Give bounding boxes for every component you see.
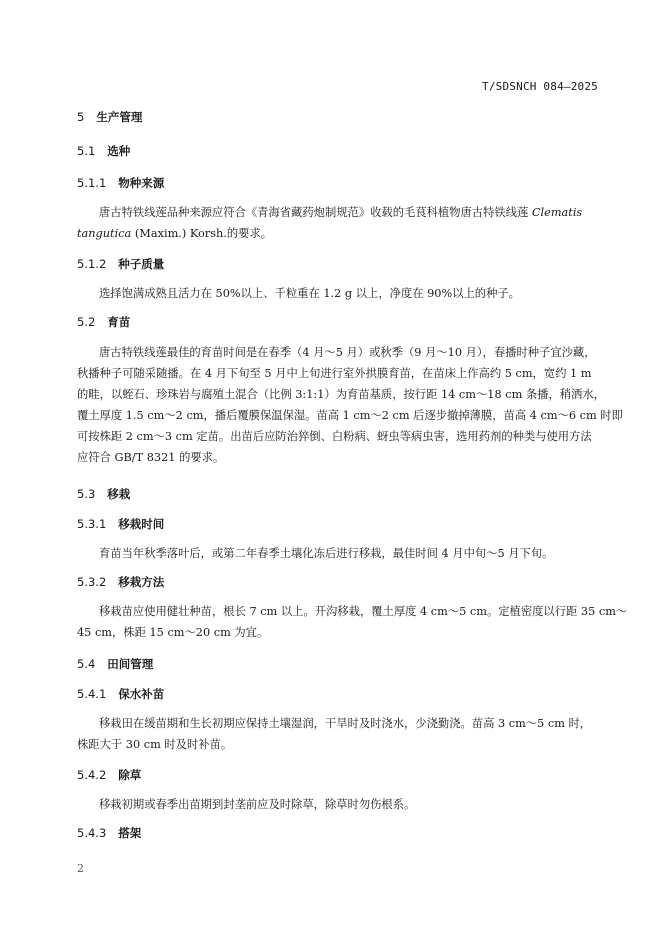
paragraph-line: 唐古特铁线莲最佳的育苗时间是在春季（4 月～5 月）或秋季（9 月～10 月），春播时种子宜沙藏， bbox=[99, 346, 596, 359]
heading-title: 生产管理 bbox=[96, 110, 143, 124]
heading-5-4-2 bbox=[77, 767, 141, 783]
heading-title: 移栽方法 bbox=[118, 575, 165, 589]
heading-5 bbox=[77, 109, 142, 125]
heading-5-4-1 bbox=[77, 686, 164, 702]
paragraph-seedling bbox=[77, 342, 623, 468]
paragraph-transplant-method bbox=[77, 601, 628, 643]
heading-title: 育苗 bbox=[107, 315, 131, 329]
paragraph-line: 的畦，以蛭石、珍珠岩与腐殖土混合（比例 3:1:1）为育苗基质，按行距 14 cm～18 cm 条播，稍洒水， bbox=[77, 388, 605, 401]
paragraph-line: tangutica (Maxim.) Korsh.的要求。 bbox=[77, 227, 273, 240]
paragraph-line: 应符合 GB/T 8321 的要求。 bbox=[77, 451, 225, 464]
paragraph-weeding bbox=[77, 794, 601, 815]
heading-number: 5.1.2 bbox=[77, 257, 107, 271]
heading-number: 5.2 bbox=[77, 315, 96, 329]
heading-5-3 bbox=[77, 486, 130, 502]
document-code: T/SDSNCH 084—2025 bbox=[482, 80, 598, 93]
paragraph-line: 移栽苗应使用健壮种苗，根长 7 cm 以上。开沟移栽，覆土厚度 4 cm～5 cm。定植密度以行距 35 cm～ bbox=[99, 605, 628, 618]
heading-number: 5.3 bbox=[77, 487, 96, 501]
heading-5-1 bbox=[77, 143, 130, 159]
paragraph-water-replant bbox=[77, 713, 601, 755]
heading-number: 5.4 bbox=[77, 657, 96, 671]
heading-number: 5.3.2 bbox=[77, 575, 107, 589]
heading-number: 5.4.1 bbox=[77, 687, 107, 701]
heading-title: 搭架 bbox=[118, 826, 142, 840]
heading-title: 移栽 bbox=[107, 487, 131, 501]
heading-number: 5.4.2 bbox=[77, 768, 107, 782]
paragraph-line: 45 cm，株距 15 cm～20 cm 为宜。 bbox=[77, 626, 269, 639]
heading-5-1-1 bbox=[77, 175, 164, 191]
paragraph-line: 移栽田在缓苗期和生长初期应保持土壤湿润，干旱时及时浇水，少浇勤浇。苗高 3 cm～5 cm 时， bbox=[99, 717, 592, 730]
heading-5-4 bbox=[77, 656, 153, 672]
heading-5-3-2 bbox=[77, 574, 164, 590]
paragraph-line: 覆土厚度 1.5 cm～2 cm，播后覆膜保温保湿。苗高 1 cm～2 cm 后逐步撤掉薄膜，苗高 4 cm～6 cm 时即 bbox=[77, 409, 623, 422]
paragraph-line: 移栽初期或春季出苗期到封垄前应及时除草，除草时勿伤根系。 bbox=[99, 798, 416, 811]
paragraph-line: 秋播种子可随采随播。在 4 月下旬至 5 月中上旬进行室外拱膜育苗，在苗床上作高约 5 cm，宽约 1 m bbox=[77, 367, 592, 380]
heading-number: 5.1 bbox=[77, 144, 96, 158]
heading-5-4-3 bbox=[77, 825, 141, 841]
paragraph-line: 唐古特铁线莲品种来源应符合《青海省藏药炮制规范》收载的毛茛科植物唐古特铁线莲 Clematis bbox=[99, 206, 583, 219]
paragraph-line: 选择饱满成熟且活力在 50%以上、千粒重在 1.2 g 以上，净度在 90%以上的种子。 bbox=[99, 287, 520, 300]
paragraph-line: 育苗当年秋季落叶后，或第二年春季土壤化冻后进行移栽，最佳时间 4 月中旬～5 月下旬。 bbox=[99, 547, 554, 560]
heading-title: 除草 bbox=[118, 768, 142, 782]
heading-5-3-1 bbox=[77, 516, 164, 532]
heading-number: 5 bbox=[77, 110, 85, 124]
heading-title: 保水补苗 bbox=[118, 687, 165, 701]
page-number: 2 bbox=[77, 862, 84, 875]
heading-5-2 bbox=[77, 314, 130, 330]
heading-title: 物种来源 bbox=[118, 176, 165, 190]
heading-number: 5.1.1 bbox=[77, 176, 107, 190]
heading-5-1-2 bbox=[77, 256, 164, 272]
paragraph-species-source bbox=[77, 202, 601, 244]
heading-title: 种子质量 bbox=[118, 257, 165, 271]
paragraph-seed-quality bbox=[77, 283, 601, 304]
heading-number: 5.4.3 bbox=[77, 826, 107, 840]
paragraph-transplant-time bbox=[77, 543, 601, 564]
paragraph-line: 株距大于 30 cm 时及时补苗。 bbox=[77, 738, 233, 751]
heading-title: 移栽时间 bbox=[118, 517, 165, 531]
paragraph-line: 可按株距 2 cm～3 cm 定苗。出苗后应防治猝倒、白粉病、蚜虫等病虫害，选用药剂的种类与使用方法 bbox=[77, 430, 592, 443]
heading-number: 5.3.1 bbox=[77, 517, 107, 531]
heading-title: 田间管理 bbox=[107, 657, 154, 671]
heading-title: 选种 bbox=[107, 144, 131, 158]
